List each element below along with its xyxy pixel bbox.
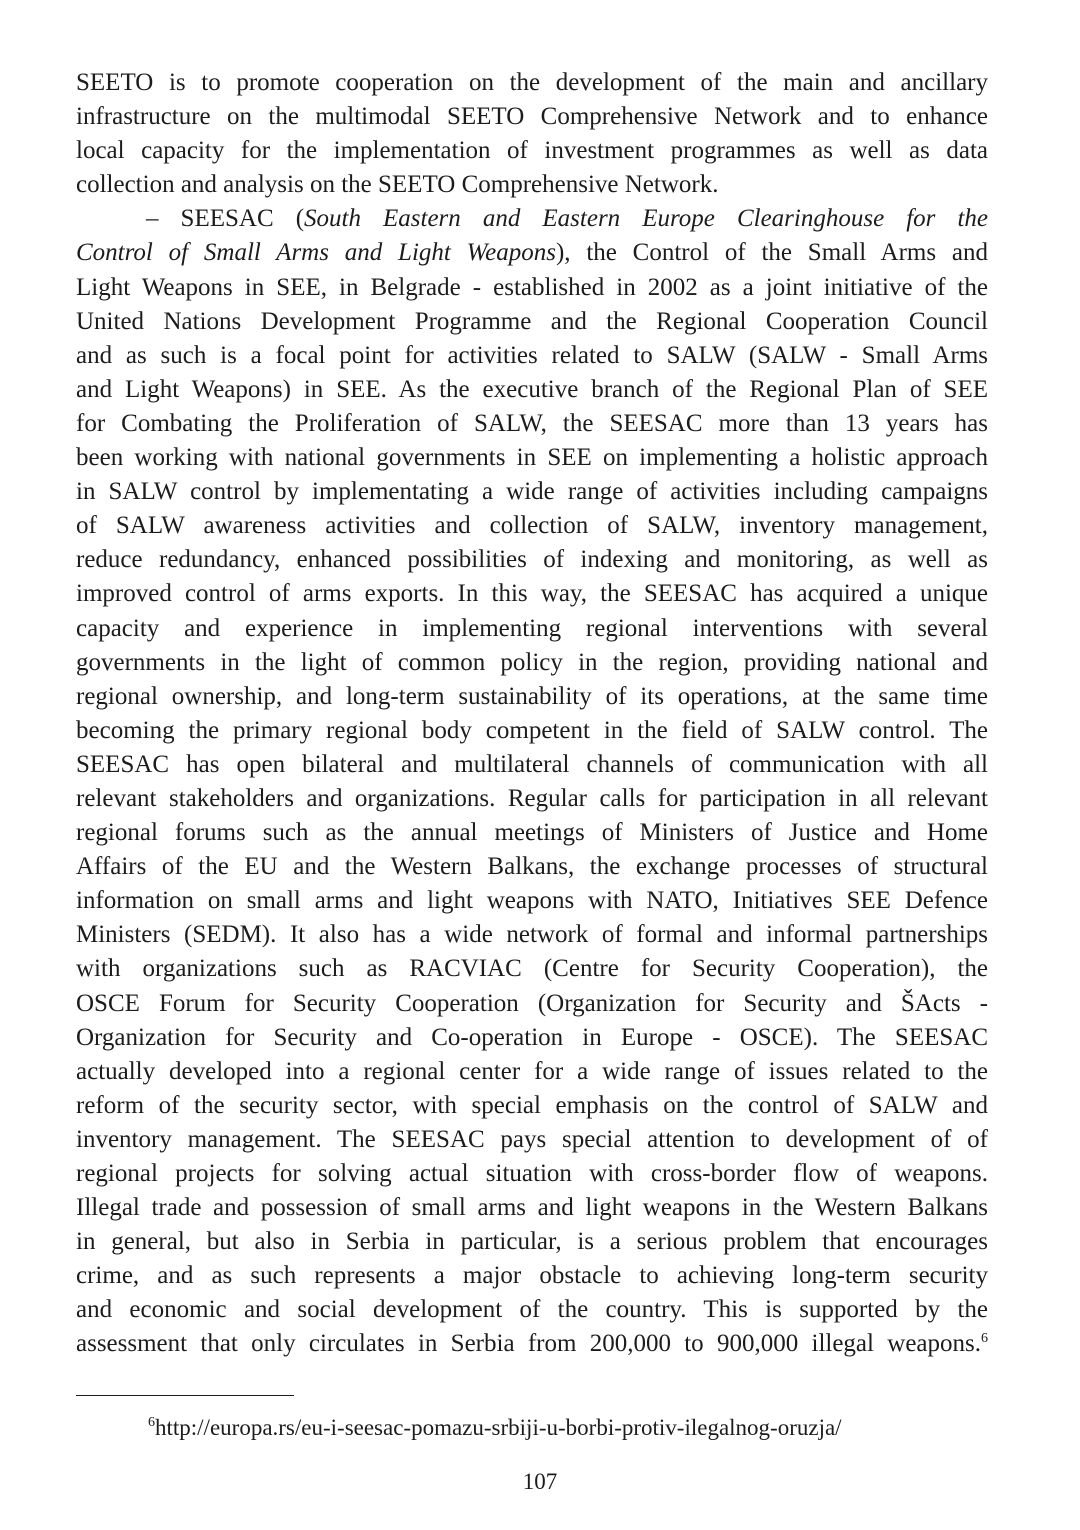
text-line: reduce redundancy, enhanced possibilities of indexing and monitoring, as well as bbox=[76, 546, 988, 574]
text-line: Affairs of the EU and the Western Balkans, the exchange processes of structural bbox=[76, 853, 988, 881]
text-line: for Combating the Proliferation of SALW, the SEESAC more than 13 years has bbox=[76, 409, 988, 437]
text-line: in SALW control by implementating a wide range of activities including campaigns bbox=[76, 478, 988, 506]
text-line: in general, but also in Serbia in particular, is a serious problem that encourages bbox=[76, 1228, 988, 1256]
text-line: regional forums such as the annual meetings of Ministers of Justice and Home bbox=[76, 819, 988, 847]
text-line: collection and analysis on the SEETO Comprehensive Network. bbox=[76, 171, 719, 199]
text-line: Light Weapons in SEE, in Belgrade - established in 2002 as a joint initiative of the bbox=[76, 273, 988, 301]
text-line: Illegal trade and possession of small arms and light weapons in the Western Balkans bbox=[76, 1194, 988, 1222]
text-line: SEESAC has open bilateral and multilateral channels of communication with all bbox=[76, 750, 988, 778]
text-line: reform of the security sector, with special emphasis on the control of SALW and bbox=[76, 1091, 988, 1119]
text-line: SEETO is to promote cooperation on the development of the main and ancillary bbox=[76, 69, 988, 96]
page-number: 107 bbox=[522, 1469, 558, 1494]
text-line: improved control of arms exports. In this way, the SEESAC has acquired a unique bbox=[76, 580, 988, 608]
seesac-heading-line-2 bbox=[76, 236, 988, 270]
text-line: becoming the primary regional body competent in the field of SALW control. The bbox=[76, 716, 988, 744]
text-line: and economic and social development of the country. This is supported by the bbox=[76, 1296, 988, 1324]
text-line: actually developed into a regional center for a wide range of issues related to the bbox=[76, 1057, 988, 1085]
last-line-text: assessment that only circulates in Serbia from 200,000 to 900,000 illegal weapons. bbox=[76, 1330, 981, 1358]
seesac-full-name-part-2: Control of Small Arms and Light Weapons bbox=[76, 239, 556, 267]
text-line: Organization for Security and Co-operation in Europe - OSCE). The SEESAC bbox=[76, 1023, 988, 1051]
footnote-url[interactable]: http://europa.rs/eu-i-seesac-pomazu-srbiji-u-borbi-protiv-ilegalnog-oruzja/ bbox=[155, 1415, 842, 1440]
footnote bbox=[148, 1413, 842, 1443]
text-line: and as such is a focal point for activities related to SALW (SALW - Small Arms bbox=[76, 341, 988, 369]
text-line: infrastructure on the multimodal SEETO Comprehensive Network and to enhance bbox=[76, 103, 988, 131]
text-line: OSCE Forum for Security Cooperation (Organization for Security and ŠActs - bbox=[76, 989, 988, 1017]
footnote-marker: 6 bbox=[148, 1415, 155, 1430]
seesac-name-continuation: ), the Control of the Small Arms and bbox=[555, 239, 988, 267]
text-line: local capacity for the implementation of investment programmes as well as data bbox=[76, 137, 988, 165]
text-line: inventory management. The SEESAC pays special attention to development of of bbox=[76, 1125, 988, 1153]
footnote-separator bbox=[76, 1395, 294, 1396]
text-line: relevant stakeholders and organizations. Regular calls for participation in all relevant bbox=[76, 784, 988, 812]
text-line: Ministers (SEDM). It also has a wide network of formal and informal partnerships bbox=[76, 921, 988, 949]
text-line: capacity and experience in implementing regional interventions with several bbox=[76, 614, 988, 642]
text-line: and Light Weapons) in SEE. As the executive branch of the Regional Plan of SEE bbox=[76, 375, 988, 403]
text-line: regional projects for solving actual situation with cross-border flow of weapons. bbox=[76, 1160, 988, 1187]
text-line: governments in the light of common policy in the region, providing national and bbox=[76, 648, 988, 676]
seesac-heading-line bbox=[76, 202, 988, 236]
body-text bbox=[76, 66, 988, 1362]
text-line: information on small arms and light weapons with NATO, Initiatives SEE Defence bbox=[76, 887, 988, 915]
text-line: crime, and as such represents a major obstacle to achieving long-term security bbox=[76, 1262, 988, 1290]
text-line: regional ownership, and long-term sustainability of its operations, at the same time bbox=[76, 682, 988, 710]
text-line: with organizations such as RACVIAC (Centre for Security Cooperation), the bbox=[76, 955, 988, 983]
text-line: United Nations Development Programme and the Regional Cooperation Council bbox=[76, 307, 988, 335]
text-line-last bbox=[76, 1327, 988, 1361]
text-line: been working with national governments in SEE on implementing a holistic approach bbox=[76, 444, 988, 472]
footnote-reference[interactable]: 6 bbox=[981, 1331, 988, 1347]
seesac-full-name-part-1: South Eastern and Eastern Europe Clearinghouse for the bbox=[304, 205, 988, 233]
seesac-dash: – SEESAC ( bbox=[146, 205, 305, 233]
text-line: of SALW awareness activities and collection of SALW, inventory management, bbox=[76, 512, 988, 540]
